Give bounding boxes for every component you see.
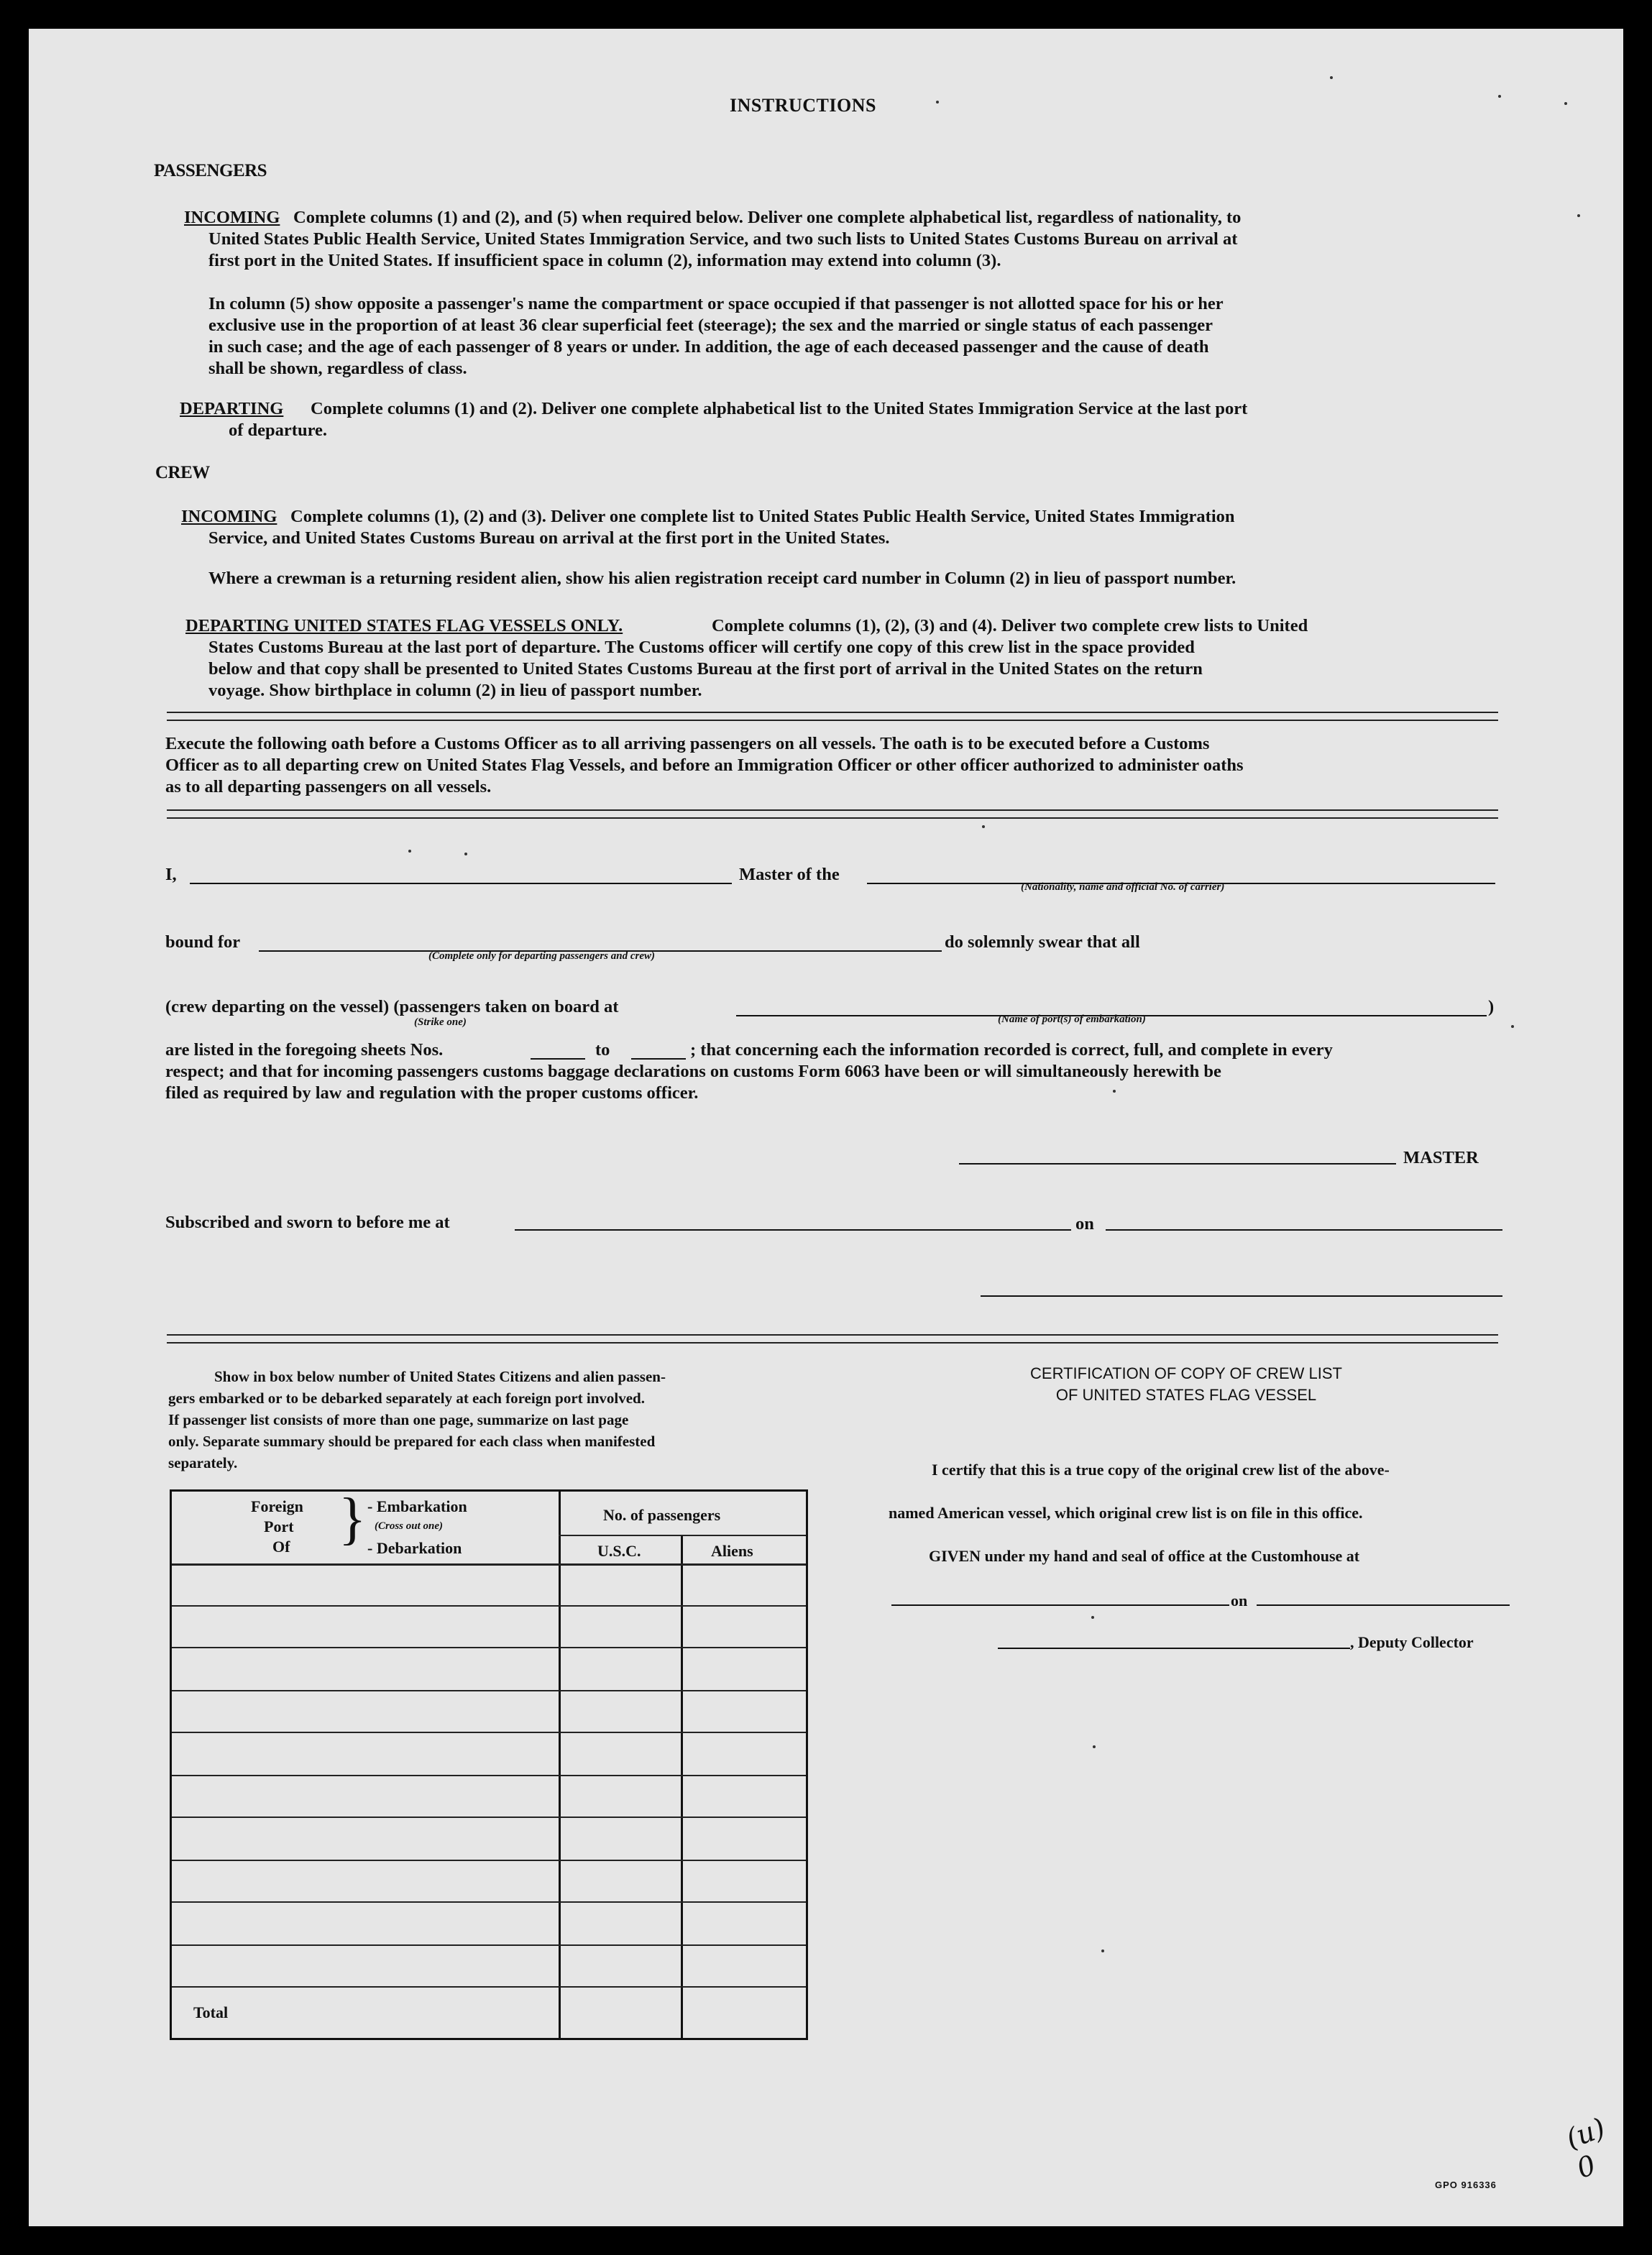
passengers-incoming-line-3: first port in the United States. If insufficient space in column (2), information may extend into column (3). xyxy=(208,251,1001,270)
sheet-to-field[interactable] xyxy=(631,1058,686,1060)
master-label: MASTER xyxy=(1403,1148,1479,1167)
cross-out-label: (Cross out one) xyxy=(375,1520,444,1532)
foreign-label: Foreign xyxy=(251,1497,303,1515)
sheets-to-label: to xyxy=(595,1040,610,1060)
total-label: Total xyxy=(193,2003,229,2021)
column5-line-4: shall be shown, regardless of class. xyxy=(208,359,467,378)
strike-caption: (Strike one) xyxy=(414,1016,467,1028)
scan-speck xyxy=(1330,76,1333,79)
crew-departing-label: DEPARTING UNITED STATES FLAG VESSELS ONLY. xyxy=(185,616,623,635)
of-label: Of xyxy=(272,1538,290,1556)
crew-departing-line-4: voyage. Show birthplace in column (2) in lieu of passport number. xyxy=(208,681,702,700)
certification-title-line: CERTIFICATION OF COPY OF CREW LIST xyxy=(1030,1364,1342,1382)
swear-label: do solemnly swear that all xyxy=(945,932,1140,952)
certification-on-label: on xyxy=(1231,1592,1248,1609)
row-divider xyxy=(172,1647,806,1648)
oath-line-3: filed as required by law and regulation with the proper customs officer. xyxy=(165,1083,699,1103)
row-divider xyxy=(172,1901,806,1903)
crew-alien-line: Where a crewman is a returning resident alien, show his alien registration receipt card number in Column (2) in lieu of passport number. xyxy=(208,569,1236,588)
column5-line-2: exclusive use in the proportion of at least 36 clear superficial feet (steerage); the sex and the married or single status of each passenger xyxy=(208,316,1213,335)
scan-speck xyxy=(464,853,467,855)
oath-intro-line-1: Execute the following oath before a Customs Officer as to all arriving passengers on all vessels. The oath is to be executed before a Customs xyxy=(165,734,1210,753)
row-divider xyxy=(172,1605,806,1607)
handwritten-mark: (u) 0 xyxy=(1561,2111,1610,2185)
row-divider xyxy=(172,1817,806,1818)
master-of-the-label: Master of the xyxy=(739,865,840,884)
master-signature-field[interactable] xyxy=(959,1163,1396,1165)
double-rule xyxy=(167,1334,1498,1344)
sheets-text: ; that concerning each the information recorded is correct, full, and complete in every xyxy=(690,1040,1333,1060)
passengers-incoming-line-2: United States Public Health Service, United States Immigration Service, and two such lists to United States Customs Bureau on arrival at xyxy=(208,229,1238,249)
summary-note-line: separately. xyxy=(168,1454,238,1471)
row-divider xyxy=(172,1732,806,1733)
certification-title-line: OF UNITED STATES FLAG VESSEL xyxy=(1055,1386,1317,1404)
passengers-departing-label: DEPARTING xyxy=(180,399,284,418)
passengers-incoming-label: INCOMING xyxy=(184,208,280,227)
summary-note-line: If passenger list consists of more than one page, summarize on last page xyxy=(168,1411,629,1428)
certification-text-2: named American vessel, which original crew list is on file in this office. xyxy=(889,1504,1363,1522)
summary-note-line: gers embarked or to be debarked separately at each foreign port involved. xyxy=(168,1390,645,1407)
close-paren: ) xyxy=(1488,997,1495,1016)
embarkation-label: - Embarkation xyxy=(367,1497,467,1515)
gpo-code: GPO 916336 xyxy=(1435,2180,1497,2190)
certification-date-field[interactable] xyxy=(1257,1604,1510,1606)
customhouse-field[interactable] xyxy=(891,1604,1229,1606)
bound-caption: (Complete only for departing passengers and crew) xyxy=(428,950,655,962)
scan-speck xyxy=(1101,1949,1104,1952)
crew-incoming-line-1: Complete columns (1), (2) and (3). Deliver one complete list to United States Public Health Service, United States Immigration xyxy=(290,507,1235,526)
bound-for-label: bound for xyxy=(165,932,241,952)
oath-line-2: respect; and that for incoming passengers customs baggage declarations on customs Form 6063 have been or will simultaneously herewith be xyxy=(165,1062,1221,1081)
passenger-summary-table xyxy=(170,1489,808,2040)
summary-note xyxy=(168,1366,808,1474)
scan-speck xyxy=(1091,1616,1094,1619)
row-divider xyxy=(172,1860,806,1861)
scan-speck xyxy=(1564,102,1567,105)
sworn-place-field[interactable] xyxy=(515,1229,1071,1231)
passengers-incoming-line-1: Complete columns (1) and (2), and (5) when required below. Deliver one complete alphabetical list, regardless of nationality, to xyxy=(293,208,1242,227)
passengers-departing-line-2: of departure. xyxy=(229,421,327,440)
crew-incoming-label: INCOMING xyxy=(181,507,277,526)
deputy-collector-signature-field[interactable] xyxy=(998,1648,1350,1649)
column5-line-1: In column (5) show opposite a passenger's name the compartment or space occupied if that passenger is not allotted space for his or her xyxy=(208,294,1224,313)
crew-heading: CREW xyxy=(155,463,210,482)
port-caption: (Name of port(s) of embarkation) xyxy=(998,1014,1146,1025)
crew-passengers-label: (crew departing on the vessel) (passengers taken on board at xyxy=(165,997,619,1016)
crew-departing-line-3: below and that copy shall be presented to United States Customs Bureau at the first port of arrival in the United States on the return xyxy=(208,659,1203,679)
scan-speck xyxy=(1093,1745,1096,1748)
debarkation-label: - Debarkation xyxy=(367,1539,462,1557)
no-passengers-label: No. of passengers xyxy=(603,1506,721,1524)
header-divider xyxy=(559,1535,806,1536)
scan-speck xyxy=(1498,95,1501,98)
scan-speck xyxy=(1577,214,1580,217)
scan-speck xyxy=(408,850,411,853)
scan-speck xyxy=(936,101,939,104)
aliens-label: Aliens xyxy=(711,1542,753,1560)
crew-departing-line-2: States Customs Bureau at the last port of departure. The Customs officer will certify one copy of this crew list in the space provided xyxy=(208,638,1195,657)
passengers-heading: PASSENGERS xyxy=(154,161,267,180)
port-label: Port xyxy=(264,1517,294,1535)
row-divider xyxy=(172,1690,806,1691)
header-bottom xyxy=(172,1563,806,1566)
double-rule xyxy=(167,712,1498,721)
row-divider xyxy=(172,1986,806,1988)
oath-intro-line-2: Officer as to all departing crew on United States Flag Vessels, and before an Immigration Officer or other officer authorized to administer oaths xyxy=(165,756,1244,775)
officer-signature-field[interactable] xyxy=(981,1295,1502,1297)
passengers-departing-line-1: Complete columns (1) and (2). Deliver one complete alphabetical list to the United States Immigration Service at the last port xyxy=(311,399,1248,418)
row-divider xyxy=(172,1775,806,1776)
crew-incoming-line-2: Service, and United States Customs Bureau on arrival at the first port in the United States. xyxy=(208,528,890,548)
subscribed-label: Subscribed and sworn to before me at xyxy=(165,1213,450,1232)
scan-speck xyxy=(1511,1025,1514,1028)
double-rule xyxy=(167,809,1498,819)
crew-departing-line-1: Complete columns (1), (2), (3) and (4). Deliver two complete crew lists to United xyxy=(712,616,1308,635)
given-text: GIVEN under my hand and seal of office at the Customhouse at xyxy=(929,1547,1360,1565)
page-title: INSTRUCTIONS xyxy=(730,95,876,116)
column-divider xyxy=(681,1535,683,2038)
row-divider xyxy=(172,1944,806,1946)
brace-glyph: } xyxy=(339,1487,367,1551)
deputy-collector-label: , Deputy Collector xyxy=(1350,1633,1474,1651)
column5-line-3: in such case; and the age of each passenger of 8 years or under. In addition, the age of each deceased passenger and the cause of death xyxy=(208,337,1209,357)
certification-text-1: I certify that this is a true copy of the original crew list of the above- xyxy=(932,1461,1390,1479)
scan-speck xyxy=(1113,1090,1116,1093)
oath-i-label: I, xyxy=(165,865,177,884)
master-name-field[interactable] xyxy=(190,883,732,884)
summary-note-line: only. Separate summary should be prepared for each class when manifested xyxy=(168,1433,656,1450)
usc-label: U.S.C. xyxy=(597,1542,641,1560)
certification-title xyxy=(870,1363,1502,1406)
sheet-from-field[interactable] xyxy=(531,1058,585,1060)
sworn-on-label: on xyxy=(1075,1214,1094,1234)
sheets-label: are listed in the foregoing sheets Nos. xyxy=(165,1040,444,1060)
column-divider xyxy=(559,1492,561,2038)
summary-note-line: Show in box below number of United States Citizens and alien passen- xyxy=(214,1368,666,1385)
oath-intro-line-3: as to all departing passengers on all vessels. xyxy=(165,777,492,796)
carrier-caption: (Nationality, name and official No. of carrier) xyxy=(1021,881,1225,893)
scan-speck xyxy=(982,825,985,828)
sworn-date-field[interactable] xyxy=(1106,1229,1502,1231)
